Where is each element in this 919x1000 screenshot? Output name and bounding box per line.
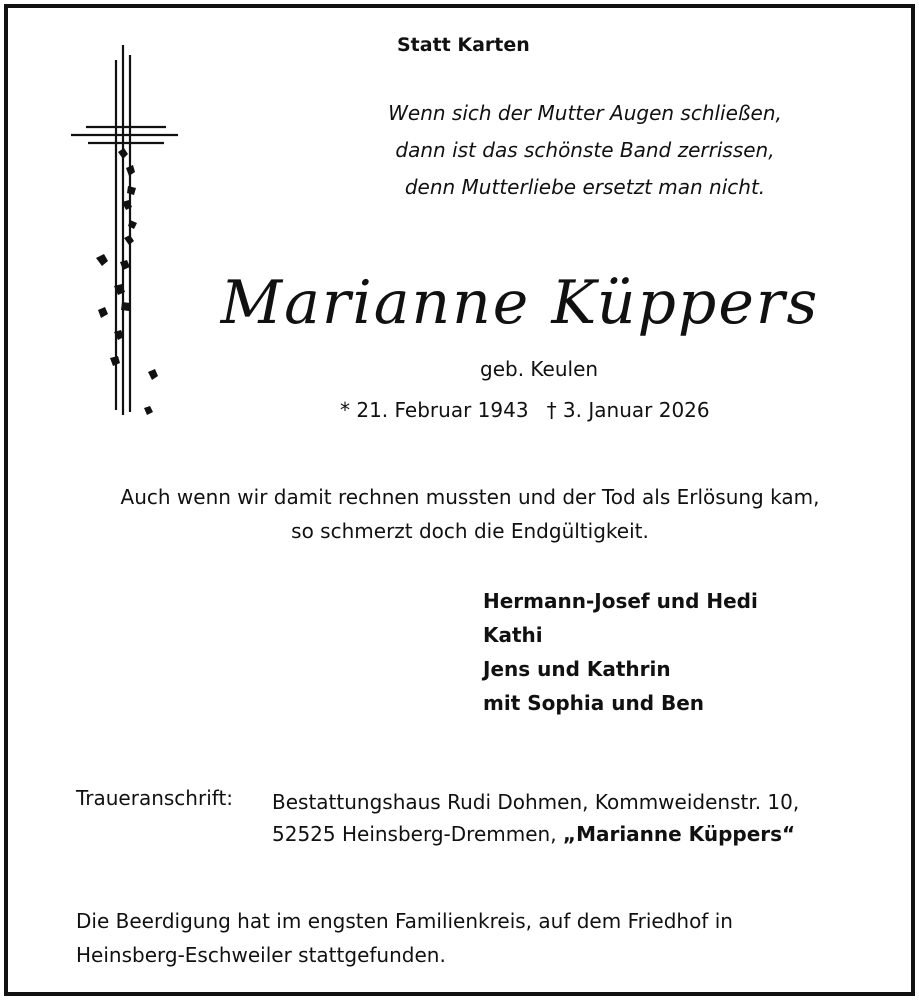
birth-name: geb. Keulen xyxy=(480,357,599,381)
statt-karten-label: Statt Karten xyxy=(397,34,530,56)
funeral-line: Die Beerdigung hat im engsten Familienkreis, auf dem Friedhof in xyxy=(76,909,733,933)
birth-date: * 21. Februar 1943 xyxy=(340,398,529,422)
mourning-address xyxy=(272,786,799,850)
address-city: 52525 Heinsberg-Dremmen, xyxy=(272,822,563,846)
poem-line: denn Mutterliebe ersetzt man nicht. xyxy=(404,175,766,199)
death-date: † 3. Januar 2026 xyxy=(546,398,710,422)
poem-line: Wenn sich der Mutter Augen schließen, xyxy=(388,101,782,125)
family-member: Kathi xyxy=(483,623,543,647)
address-line xyxy=(272,818,799,850)
life-dates xyxy=(340,398,710,422)
cross-with-ivy-icon xyxy=(66,40,196,430)
address-label: Traueranschrift: xyxy=(76,786,234,810)
poem xyxy=(300,95,870,206)
quote xyxy=(70,480,870,548)
quote-line: so schmerzt doch die Endgültigkeit. xyxy=(291,519,649,543)
funeral-note xyxy=(76,904,733,972)
family-list xyxy=(483,584,758,720)
poem-line: dann ist das schönste Band zerrissen, xyxy=(395,138,775,162)
address-reference: „Marianne Küppers“ xyxy=(562,822,796,846)
address-line: Bestattungshaus Rudi Dohmen, Kommweidenstr. 10, xyxy=(272,790,800,814)
family-member: Hermann-Josef und Hedi xyxy=(483,589,758,613)
funeral-line: Heinsberg-Eschweiler stattgefunden. xyxy=(76,943,446,967)
deceased-name: Marianne Küppers xyxy=(220,268,820,338)
family-member: Jens und Kathrin xyxy=(483,657,671,681)
family-member: mit Sophia und Ben xyxy=(483,691,705,715)
quote-line: Auch wenn wir damit rechnen mussten und der Tod als Erlösung kam, xyxy=(120,485,820,509)
